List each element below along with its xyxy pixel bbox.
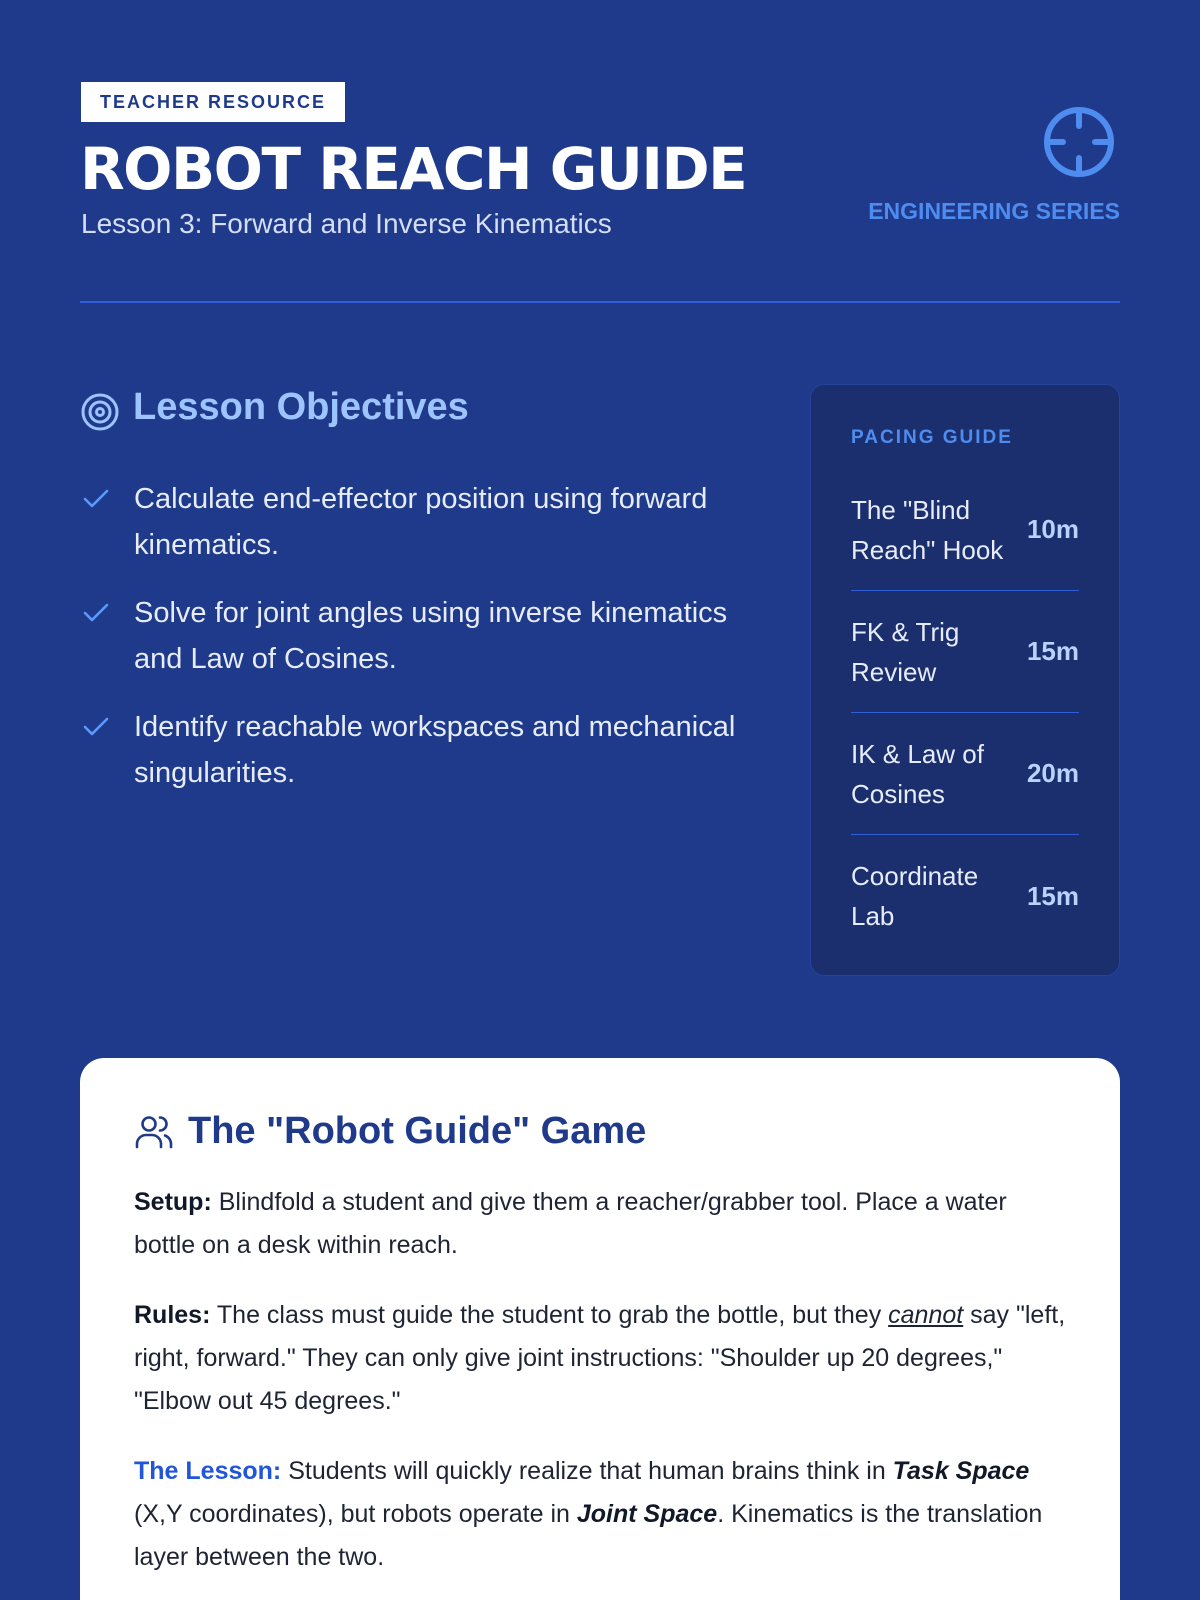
game-card — [80, 1058, 1120, 1600]
pacing-row — [851, 591, 1079, 713]
objectives-heading: Lesson Objectives — [133, 386, 469, 428]
target-icon — [80, 392, 120, 432]
series-label: ENGINEERING SERIES — [868, 198, 1120, 224]
objective-text: Identify reachable workspaces and mechanical singularities. — [134, 711, 736, 789]
rules-paragraph — [134, 1294, 1066, 1423]
lesson-label: The Lesson: — [134, 1457, 282, 1485]
rules-label: Rules: — [134, 1301, 211, 1329]
pacing-activity: IK & Law of Cosines — [851, 738, 984, 809]
pacing-duration: 10m — [1026, 514, 1079, 544]
crosshair-icon — [1041, 104, 1117, 180]
check-icon — [82, 602, 110, 624]
setup-text: Blindfold a student and give them a reacher/grabber tool. Place a water bottle on a desk within reach. — [134, 1188, 1007, 1259]
lesson-text: (X,Y coordinates), but robots operate in — [134, 1500, 577, 1528]
game-card-header — [134, 1110, 1066, 1153]
objective-text: Solve for joint angles using inverse kinematics and Law of Cosines. — [134, 597, 728, 675]
check-icon — [82, 716, 110, 738]
objectives-list — [80, 476, 760, 818]
rules-text: say "left, right, forward." They can only give joint instructions: "Shoulder up 20 degrees," "Elbow out 45 degrees." — [134, 1301, 1066, 1415]
pacing-duration: 20m — [1026, 758, 1079, 788]
objective-text: Calculate end-effector position using forward kinematics. — [134, 483, 708, 561]
check-icon — [82, 488, 110, 510]
setup-paragraph — [134, 1181, 1066, 1267]
page-subtitle: Lesson 3: Forward and Inverse Kinematics — [81, 208, 612, 239]
lesson-paragraph — [134, 1450, 1066, 1579]
pacing-duration: 15m — [1026, 880, 1079, 911]
lesson-term: Task Space — [892, 1457, 1030, 1485]
objective-item — [80, 704, 760, 796]
setup-label: Setup: — [134, 1188, 212, 1216]
lesson-text: . Kinematics is the translation layer between the two. — [134, 1500, 1043, 1571]
pacing-row — [851, 835, 1079, 957]
pacing-duration: 15m — [1026, 636, 1079, 666]
pacing-row — [851, 713, 1079, 835]
pacing-row — [851, 469, 1079, 591]
objective-item — [80, 476, 760, 568]
resource-badge: TEACHER RESOURCE — [81, 82, 345, 122]
rules-emphasis: cannot — [888, 1301, 964, 1329]
header-divider — [80, 301, 1120, 303]
objective-item — [80, 590, 760, 682]
rules-text: The class must guide the student to grab the bottle, but they — [210, 1301, 889, 1329]
pacing-activity: FK & Trig Review — [851, 616, 960, 687]
users-icon — [134, 1112, 174, 1152]
pacing-activity: The "Blind Reach" Hook — [851, 494, 1004, 565]
lesson-text: Students will quickly realize that human brains think in — [281, 1457, 893, 1485]
lesson-term: Joint Space — [576, 1500, 718, 1528]
pacing-guide-panel — [810, 384, 1120, 976]
page-title: ROBOT REACH GUIDE — [80, 135, 747, 203]
pacing-activity: Coordinate Lab — [851, 861, 979, 931]
pacing-guide-title: PACING GUIDE — [851, 427, 1013, 448]
game-title: The "Robot Guide" Game — [188, 1110, 647, 1152]
